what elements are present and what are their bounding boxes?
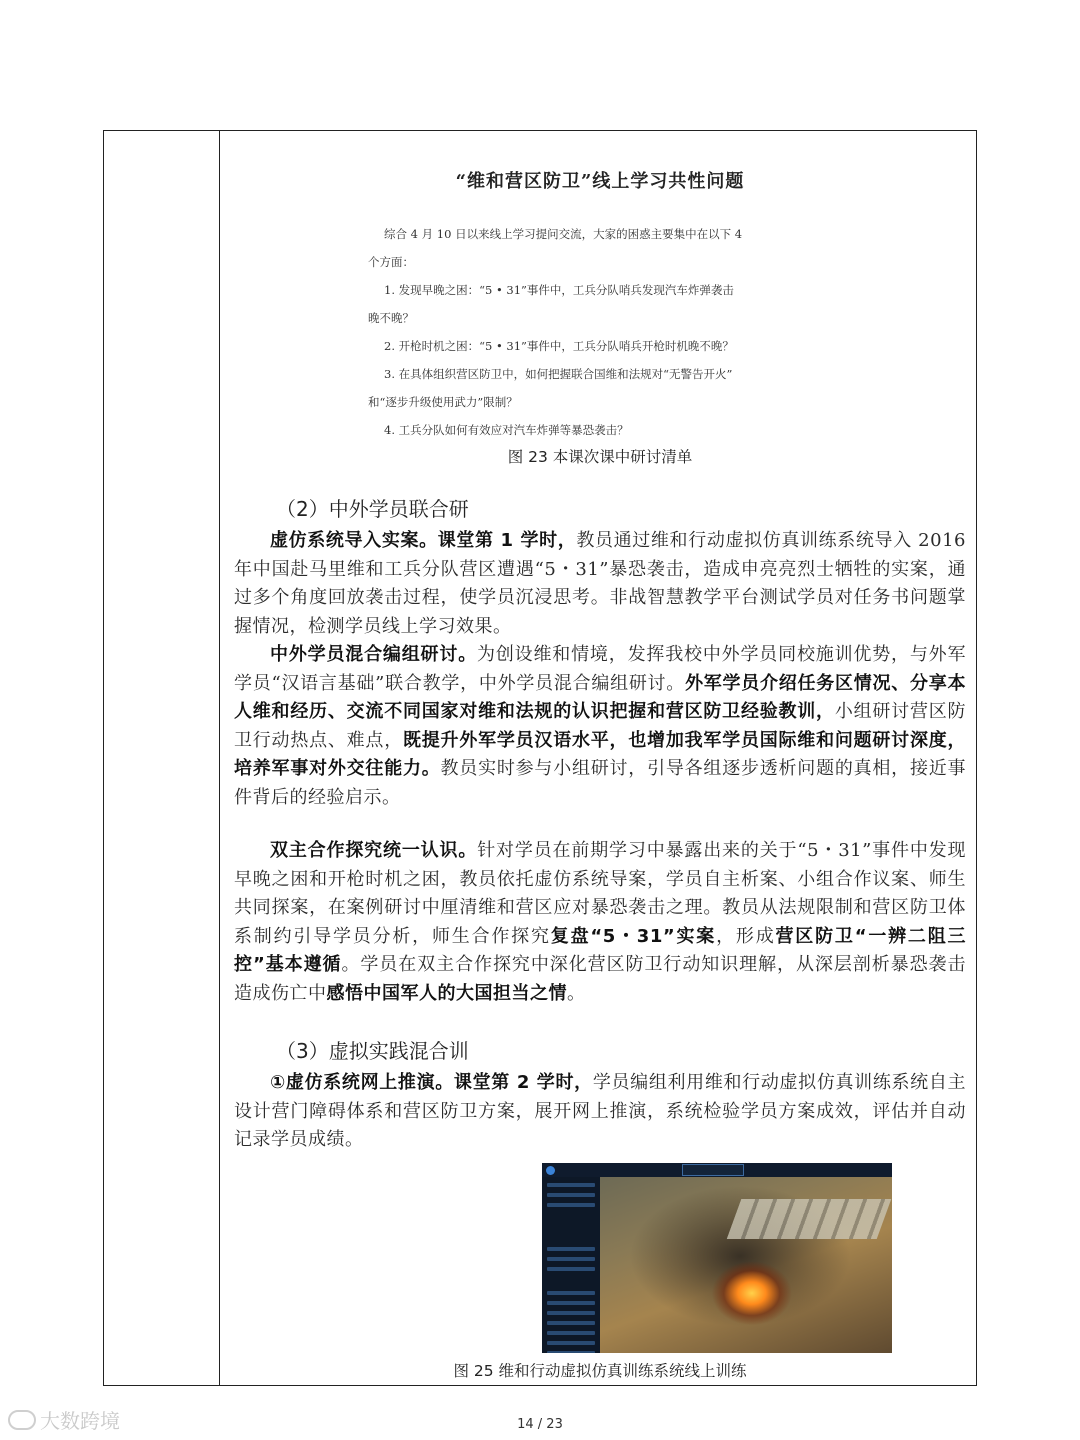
sim-topbar: [542, 1163, 892, 1177]
paragraph-text: 学员编组利用维和行动虚拟仿真训练系统自主设计营门障碍体系和营区防卫方案，展开网上推演，系统检验学员方案成效，评估并自动记录学员成绩。: [234, 1072, 967, 1150]
paragraph-text: ，形成: [716, 925, 776, 947]
paragraph-emphasis: 营区防卫“一辨二阻三控”基本遵循: [234, 925, 967, 975]
figure-line: 晚不晚？: [368, 311, 414, 325]
paragraph-emphasis: 感悟中国军人的大国担当之情: [326, 982, 567, 1004]
figure-23-caption: 图 23 本课次课中研讨清单: [507, 448, 693, 466]
paragraph-text: 针对学员在前期学习中暴露出来的关于“5・31”事件中发现早晚之困和开枪时机之困，教员依托虚仿系统导案，学员自主析案、小组合作议案、师生共同探案，在案例研讨中厘清维和营区应对暴恐袭击之理。教员从法规限制和营区防卫体系制约引导学员分析，师生合作探究: [234, 840, 966, 947]
figure-line: 3. 在具体组织营区防卫中，如何把握联合国维和法规对“无警告开火”: [384, 367, 733, 381]
sim-explosion-scene: [600, 1177, 892, 1353]
paragraph-text: 为创设维和情境，发挥我校中外学员同校施训优势，与外军学员“汉语言基础”联合教学，中外学员混合编组研讨。: [234, 644, 966, 694]
paragraph-text: 教员通过维和行动虚拟仿真训练系统导入 2016 年中国赴马里维和工兵分队营区遭遇“5・31”暴恐袭击，造成申亮亮烈士牺牲的实案，通过多个角度回放袭击过程，使学员沉浸思考。非战智慧教学平台测试学员对任务书问题掌握情况，检测学员线上学习效果。: [234, 530, 966, 637]
embedded-figure-title: “维和营区防卫”线上学习共性问题: [455, 171, 745, 192]
section-3-heading: （3）虚拟实践混合训: [276, 1039, 469, 1063]
section-2-paragraph-3: [234, 837, 966, 1008]
simulation-screenshot: [542, 1163, 892, 1353]
paragraph-emphasis: 外军学员介绍任务区情况、分享本人维和经历、交流不同国家对维和法规的认识把握和营区防卫经验教训，: [234, 672, 967, 722]
paragraph-text: 小组研讨营区防卫行动热点、难点，: [234, 701, 967, 751]
paragraph-lead: ①虚仿系统网上推演。课堂第 2 学时，: [270, 1072, 593, 1093]
section-2-paragraph-1: [234, 527, 966, 641]
un-logo-icon: [546, 1166, 555, 1175]
figure-line: 个方面：: [368, 255, 414, 269]
watermark-text: 大数跨境: [40, 1409, 120, 1433]
paragraph-emphasis: 复盘“5・31”实案: [550, 925, 717, 947]
camp-tents: [727, 1199, 892, 1239]
figure-line: 4. 工兵分队如何有效应对汽车炸弹等暴恐袭击？: [384, 423, 629, 437]
section-3-paragraph-1: [234, 1069, 966, 1155]
figure-line: 综合 4 月 10 日以来线上学习提问交流，大家的困惑主要集中在以下 4: [384, 227, 743, 241]
page-number: 14 / 23: [517, 1417, 563, 1432]
figure-25-caption: 图 25 维和行动虚拟仿真训练系统线上训练: [453, 1362, 747, 1380]
figure-line: 2. 开枪时机之困：“5 • 31”事件中，工兵分队哨兵开枪时机晚不晚？: [384, 339, 734, 353]
sim-side-panel: [542, 1177, 601, 1353]
table-left-column: [104, 131, 220, 1385]
paragraph-lead: 虚仿系统导入实案。课堂第 1 学时，: [270, 530, 577, 551]
figure-line: 和“逐步升级使用武力”限制？: [368, 395, 518, 409]
section-2-heading: （2）中外学员联合研: [276, 497, 469, 521]
paragraph-lead: 中外学员混合编组研讨。: [270, 644, 478, 665]
sim-toolbar: [682, 1164, 744, 1176]
paragraph-text: 。: [567, 982, 586, 1004]
paragraph-emphasis: 既提升外军学员汉语水平，也增加我军学员国际维和问题研讨深度，培养军事对外交往能力。: [234, 729, 967, 779]
figure-line: 1. 发现早晚之困：“5 • 31”事件中，工兵分队哨兵发现汽车炸弹袭击: [384, 283, 734, 297]
section-2-paragraph-2: [234, 641, 966, 812]
paragraph-lead: 双主合作探究统一认识。: [270, 840, 478, 861]
table-frame: [103, 130, 977, 1386]
paragraph-text: 教员实时参与小组研讨，引导各组逐步透析问题的真相，接近事件背后的经验启示。: [234, 758, 967, 808]
table-content-cell: [224, 131, 976, 1385]
paragraph-text: 。学员在双主合作探究中深化营区防卫行动知识理解，从深层剖析暴恐袭击造成伤亡中: [234, 954, 966, 1004]
